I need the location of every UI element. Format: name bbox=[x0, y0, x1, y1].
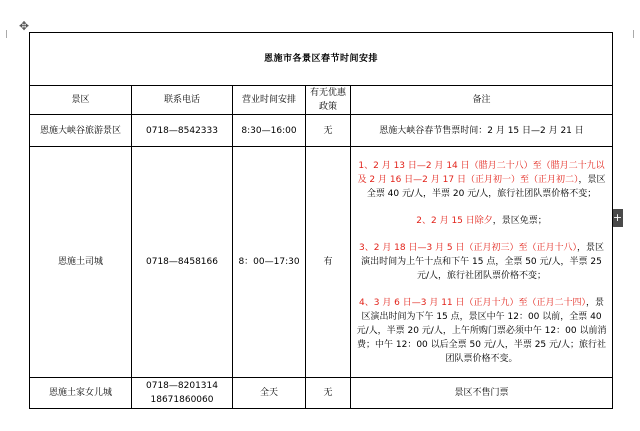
header-cell-hours: 营业时间安排 bbox=[233, 86, 306, 115]
phone-number: 0718—8201314 bbox=[146, 381, 218, 391]
page-margin-marker-right bbox=[633, 30, 634, 38]
phone-number: 0718—8458166 bbox=[132, 147, 233, 378]
note-text: ，景区免票； bbox=[492, 215, 547, 226]
schedule-table bbox=[29, 32, 613, 409]
table-row bbox=[30, 115, 613, 147]
notes-cell: 恩施大峡谷春节售票时间：2 月 15 日—2 月 21 日 bbox=[351, 115, 613, 147]
table-row bbox=[30, 378, 613, 409]
opening-hours: 8:30—16:00 bbox=[233, 115, 306, 147]
phone-number: 18671860060 bbox=[150, 395, 214, 405]
note-text: ，景区全票 40 元/人，半票 20 元/人，旅行社团队票价格不变； bbox=[366, 174, 606, 199]
discount-policy: 有 bbox=[306, 147, 351, 378]
note-highlight: 1、2 月 13 日—2 月 14 日（腊月二十八）至（腊月二十九以及 2 月 16 日—2 月 17 日（正月初一）至（正月初二） bbox=[357, 160, 605, 185]
page-margin-marker-left bbox=[6, 30, 7, 38]
note-paragraph bbox=[355, 214, 608, 228]
side-tab-plus-icon[interactable]: + bbox=[612, 209, 623, 227]
notes-cell: 景区不售门票 bbox=[351, 378, 613, 409]
note-highlight: 3、2 月 18 日—3 月 5 日（正月初三）至（正月十八） bbox=[359, 242, 578, 253]
notes-cell bbox=[351, 147, 613, 378]
note-paragraph bbox=[355, 296, 608, 366]
note-highlight: 4、3 月 6 日—3 月 11 日（正月十九）至（正月二十四） bbox=[359, 297, 587, 308]
note-paragraph bbox=[355, 159, 608, 201]
discount-policy: 无 bbox=[306, 115, 351, 147]
note-text: ，景区演出时间为上午十点和下午 15 点，全票 50 元/人，半票 25 元/人，旅行社团队票价格不变； bbox=[361, 242, 605, 281]
header-cell-phone: 联系电话 bbox=[132, 86, 233, 115]
opening-hours: 8：00—17:30 bbox=[233, 147, 306, 378]
document-title: 恩施市各景区春节时间安排 bbox=[30, 33, 613, 86]
phone-number: 0718—8542333 bbox=[132, 115, 233, 147]
note-text: ，景区演出时间为下午 15 点，景区中午 12：00 以前，全票 40 元/人，半票 20 元/人，上午所购门票必须中午 12：00 以前消费；中午 12：00 以后全票 50 元/人，半票 25 元/人；旅行社团队票价格不变。 bbox=[356, 297, 607, 364]
note-highlight: 2、2 月 15 日除夕 bbox=[416, 215, 493, 226]
note-paragraph bbox=[355, 241, 608, 283]
scenic-area-name: 恩施土家女儿城 bbox=[30, 378, 132, 409]
table-row bbox=[30, 147, 613, 378]
phone-number-cell bbox=[132, 378, 233, 409]
header-cell-scenic-area: 景区 bbox=[30, 86, 132, 115]
scenic-area-name: 恩施大峡谷旅游景区 bbox=[30, 115, 132, 147]
discount-policy: 无 bbox=[306, 378, 351, 409]
scenic-area-name: 恩施土司城 bbox=[30, 147, 132, 378]
table-move-handle-icon[interactable]: ✥ bbox=[18, 19, 30, 33]
opening-hours: 全天 bbox=[233, 378, 306, 409]
header-cell-discount: 有无优惠政策 bbox=[306, 86, 351, 115]
header-cell-notes: 备注 bbox=[351, 86, 613, 115]
